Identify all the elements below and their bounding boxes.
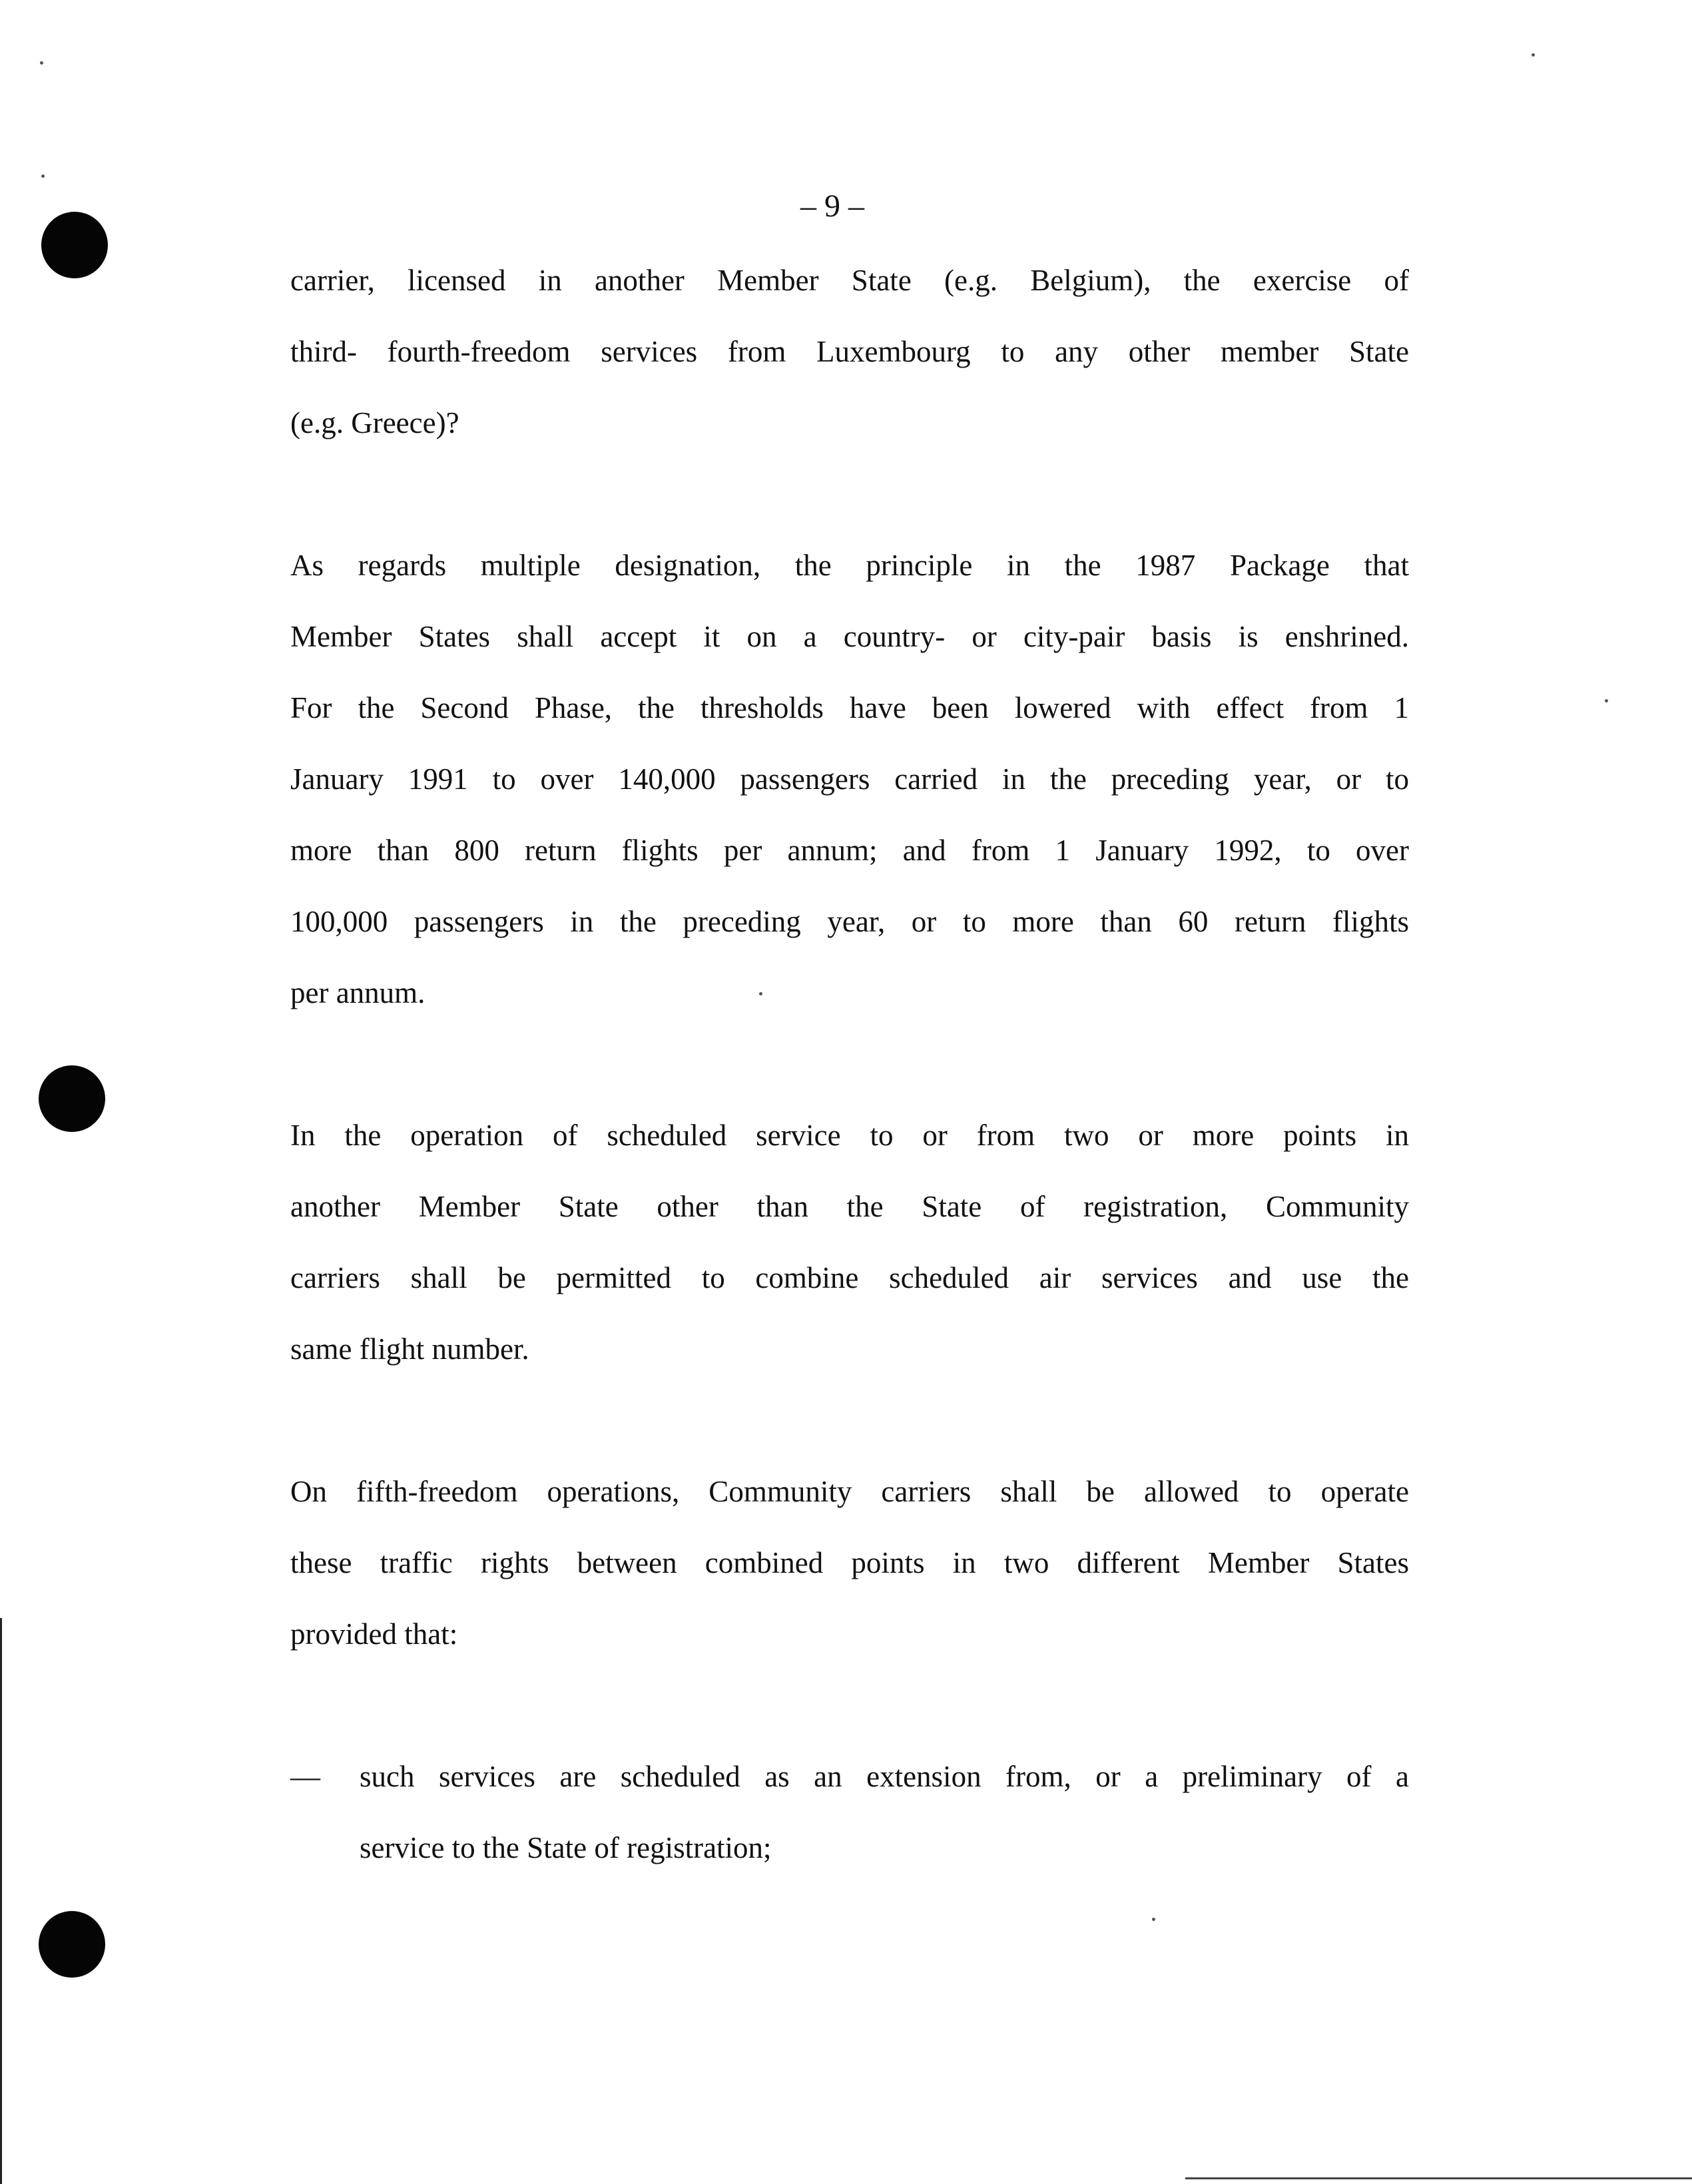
- list-item-text: [360, 1741, 1409, 1884]
- text-line: such services are scheduled as an extension from, or a preliminary of a: [360, 1760, 1409, 1793]
- text-line: service to the State of registration;: [360, 1831, 772, 1864]
- text-line: January 1991 to over 140,000 passengers carried in the preceding year, or to: [290, 762, 1409, 796]
- text-line: For the Second Phase, the thresholds have been lowered with effect from 1: [290, 691, 1409, 724]
- paragraph-1: [290, 245, 1409, 459]
- text-line: In the operation of scheduled service to or from two or more points in: [290, 1119, 1409, 1152]
- text-line: another Member State other than the State of registration, Community: [290, 1190, 1409, 1223]
- scan-edge-bottom: [1185, 2177, 1692, 2179]
- document-body: [290, 245, 1409, 1884]
- punch-hole-bottom: [39, 1911, 105, 1978]
- list-item: [290, 1741, 1409, 1884]
- text-line: Member States shall accept it on a country- or city-pair basis is enshrined.: [290, 620, 1409, 653]
- text-line: more than 800 return flights per annum; and from 1 January 1992, to over: [290, 834, 1409, 867]
- text-line: same flight number.: [290, 1332, 529, 1366]
- text-line: third- fourth-freedom services from Luxembourg to any other member State: [290, 335, 1409, 368]
- scan-speck: [40, 61, 43, 65]
- scan-speck: [1532, 53, 1535, 57]
- text-line: (e.g. Greece)?: [290, 406, 459, 439]
- scan-speck: [41, 174, 45, 178]
- scan-speck: [1152, 1918, 1155, 1921]
- text-line: As regards multiple designation, the principle in the 1987 Package that: [290, 549, 1409, 582]
- paragraph-4: [290, 1456, 1409, 1670]
- text-line: carrier, licensed in another Member State (e.g. Belgium), the exercise of: [290, 264, 1409, 297]
- list-dash: —: [290, 1760, 320, 1793]
- scan-speck: [1605, 699, 1608, 702]
- text-line: 100,000 passengers in the preceding year, or to more than 60 return flights: [290, 905, 1409, 938]
- text-line: these traffic rights between combined points in two different Member States: [290, 1546, 1409, 1579]
- page-number: – 9 –: [800, 188, 864, 224]
- scan-edge-left: [0, 1618, 2, 2184]
- text-line: On fifth-freedom operations, Community carriers shall be allowed to operate: [290, 1475, 1409, 1508]
- paragraph-2: [290, 530, 1409, 1029]
- text-line: carriers shall be permitted to combine scheduled air services and use the: [290, 1261, 1409, 1294]
- paragraph-3: [290, 1100, 1409, 1385]
- punch-hole-middle: [39, 1065, 105, 1132]
- punch-hole-top: [41, 212, 108, 278]
- text-line: per annum.: [290, 976, 425, 1009]
- text-line: provided that:: [290, 1617, 458, 1651]
